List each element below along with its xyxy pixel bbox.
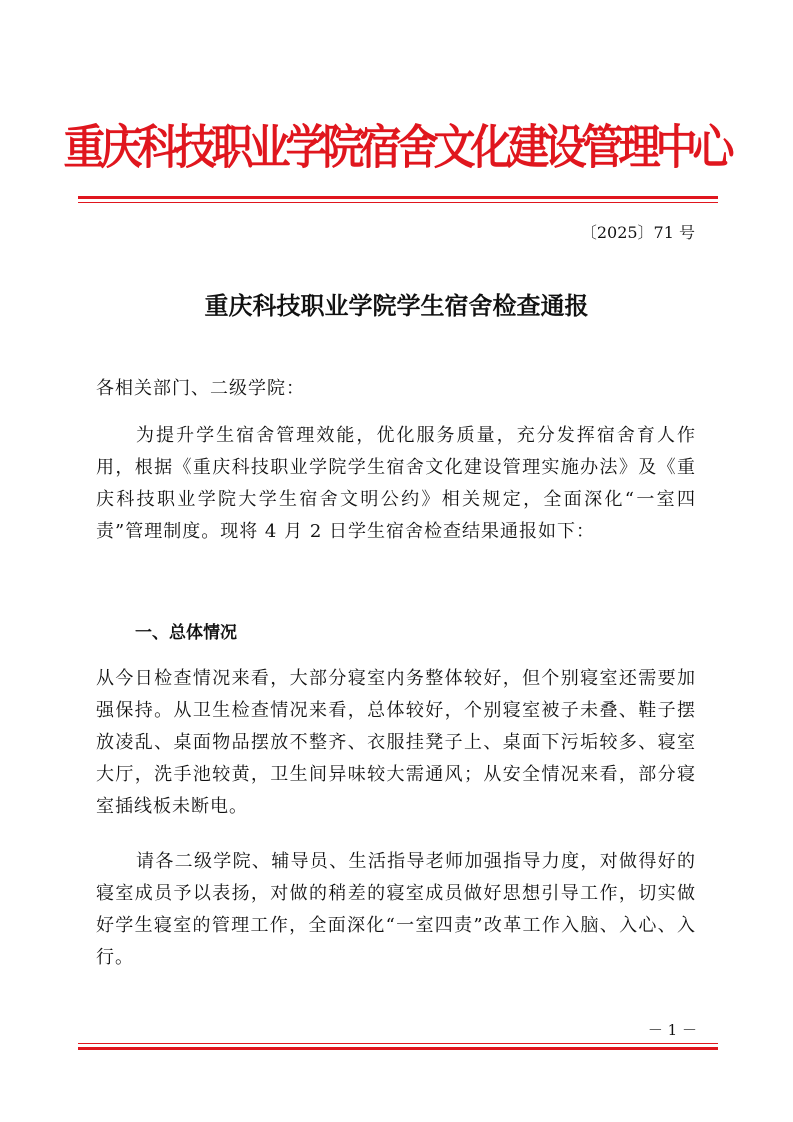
footer-rule-thin [78, 1043, 718, 1044]
page-number: － 1 － [647, 1021, 697, 1039]
letterhead-title: 重庆科技职业学院宿舍文化建设管理中心 [63, 120, 730, 175]
section-heading-overall: 一、总体情况 [135, 623, 237, 643]
paragraph-overall-situation: 从今日检查情况来看，大部分寝室内务整体较好，但个别寝室还需要加强保持。从卫生检查情况来看，总体较好，个别寝室被子未叠、鞋子摆放凌乱、桌面物品摆放不整齐、衣服挂凳子上、桌面下污垢较多、寝室大厅，洗手池较黄，卫生间异味较大需通风；从安全情况来看，部分寝室插线板未断电。 [96, 668, 696, 817]
letterhead-rule-thin [78, 202, 718, 203]
footer-rule-thick [78, 1047, 718, 1050]
document-title: 重庆科技职业学院学生宿舍检查通报 [204, 291, 589, 320]
salutation: 各相关部门、二级学院： [96, 378, 305, 399]
document-number: 〔2025〕71 号 [580, 223, 695, 242]
letterhead-rule-thick [78, 196, 718, 199]
paragraph-intro: 为提升学生宿舍管理效能，优化服务质量，充分发挥宿舍育人作用，根据《重庆科技职业学院学生宿舍文化建设管理实施办法》及《重庆科技职业学院大学生宿舍文明公约》相关规定，全面深化“一室四责”管理制度。现将 4 月 2 日学生宿舍检查结果通报如下： [96, 425, 696, 542]
paragraph-requirements: 请各二级学院、辅导员、生活指导老师加强指导力度，对做得好的寝室成员予以表扬，对做的稍差的寝室成员做好思想引导工作，切实做好学生寝室的管理工作，全面深化“一室四责”改革工作入脑、入心、入行。 [96, 851, 696, 968]
